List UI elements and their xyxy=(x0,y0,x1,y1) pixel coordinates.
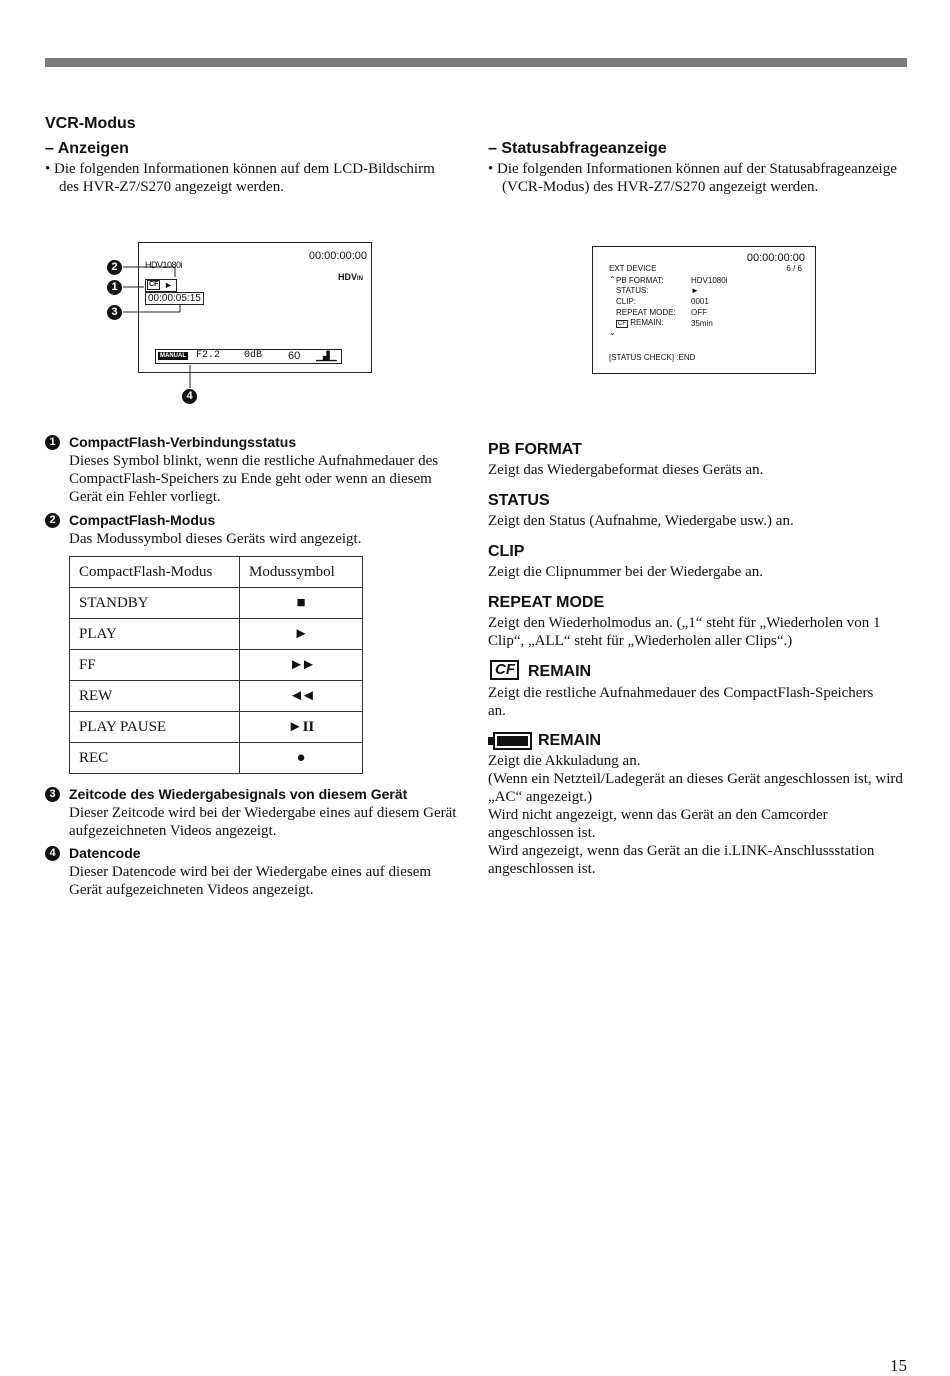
status-row-value: ► xyxy=(691,286,699,295)
scroll-down-icon: ⌄ xyxy=(609,328,616,337)
manual-badge: MANUAL xyxy=(160,353,186,359)
lcd-cf-timecode: 00:00:05:15 xyxy=(145,292,204,305)
cf-card-icon: CF xyxy=(149,281,159,288)
item-text: Dieser Datencode wird bei der Wiedergabe eines auf diesem Gerät aufgezeichneten Videos angezeigt. xyxy=(69,864,432,898)
status-page: 6 / 6 xyxy=(786,264,802,273)
right-bullet: • Die folgenden Informationen können auf der Statusabfrageanzeige (VCR-Modus) des HVR-Z7/S270 angezeigt werden. xyxy=(488,161,897,195)
status-check-illustration xyxy=(592,246,816,374)
mode-name: PLAY PAUSE xyxy=(70,712,240,743)
mode-table xyxy=(69,556,363,774)
status-row-label: PB FORMAT: xyxy=(616,276,664,285)
stop-icon: ■ xyxy=(240,588,363,619)
status-remain-row: CF REMAIN: xyxy=(618,318,664,327)
item-text: Das Modussymbol dieses Geräts wird angezeigt. xyxy=(69,531,362,547)
status-timecode: 00:00:00:00 xyxy=(746,252,805,264)
pb-format-title: PB FORMAT xyxy=(488,441,582,458)
item-number: 4 xyxy=(45,846,60,861)
status-row-value: OFF xyxy=(691,308,707,317)
table-row xyxy=(70,588,363,619)
mode-name: REC xyxy=(70,743,240,774)
item-number: 1 xyxy=(45,435,60,450)
callout-1: 1 xyxy=(107,280,122,295)
repeat-mode-title: REPEAT MODE xyxy=(488,594,605,611)
left-heading: – Anzeigen xyxy=(45,140,129,157)
remain-cf-text: Zeigt die restliche Aufnahmedauer des CompactFlash-Speichers an. xyxy=(488,685,874,719)
callout-lines xyxy=(100,255,210,400)
battery-icon xyxy=(488,732,532,750)
left-bullet: • Die folgenden Informationen können auf dem LCD-Bildschirm des HVR-Z7/S270 angezeigt werden. xyxy=(45,161,435,195)
remain-battery-title: REMAIN xyxy=(538,732,602,749)
remain-cf-title: REMAIN xyxy=(528,663,592,680)
mode-name: STANDBY xyxy=(70,588,240,619)
section-title: VCR-Modus xyxy=(45,115,136,132)
right-heading: – Statusabfrageanzeige xyxy=(488,140,667,157)
play-icon: ► xyxy=(240,619,363,650)
item-title: CompactFlash-Modus xyxy=(69,512,216,528)
status-text: Zeigt den Status (Aufnahme, Wiedergabe usw.) an. xyxy=(488,513,794,529)
fast-forward-icon: ►► xyxy=(240,650,363,681)
lcd-timecode: 00:00:00:00 xyxy=(308,250,367,262)
status-row-label: CLIP: xyxy=(616,297,637,306)
cf-card-icon: CF xyxy=(618,321,626,327)
scroll-up-icon: ⌃ xyxy=(609,275,616,284)
table-header: Modussymbol xyxy=(240,557,363,588)
table-row xyxy=(70,743,363,774)
callout-2: 2 xyxy=(107,260,122,275)
table-row xyxy=(70,681,363,712)
status-row-label: STATUS: xyxy=(616,286,649,295)
rewind-icon: ◄◄ xyxy=(240,681,363,712)
item-title: Zeitcode des Wiedergabesignals von diesem Gerät xyxy=(69,786,408,802)
status-row-value: HDV1080i xyxy=(691,276,728,285)
play-pause-icon: ►II xyxy=(240,712,363,743)
status-row-label: REPEAT MODE: xyxy=(616,308,676,317)
callout-4: 4 xyxy=(182,389,197,404)
status-row-value: 0001 xyxy=(691,297,709,306)
table-row xyxy=(70,619,363,650)
record-icon: ● xyxy=(240,743,363,774)
lcd-gain: 0dB xyxy=(244,350,263,361)
page-number: 15 xyxy=(890,1356,907,1375)
item-number: 2 xyxy=(45,513,60,528)
lcd-fnum: F2.2 xyxy=(196,350,221,361)
header-bar xyxy=(45,58,907,67)
status-row-value: 35min xyxy=(691,319,713,328)
table-row xyxy=(70,650,363,681)
clip-text: Zeigt die Clipnummer bei der Wiedergabe an. xyxy=(488,564,764,580)
play-icon: ► xyxy=(164,280,173,290)
callout-3: 3 xyxy=(107,305,122,320)
lcd-format: HDV1080i xyxy=(145,260,183,270)
status-footer: [STATUS CHECK] :END xyxy=(609,353,696,362)
item-number: 3 xyxy=(45,787,60,802)
mode-name: FF xyxy=(70,650,240,681)
repeat-mode-text: Zeigt den Wiederholmodus an. („1“ steht für „Wiederholen von 1 Clip“, „ALL“ steht für „Wiederholen aller Clips“.) xyxy=(488,615,881,649)
item-text: Dieses Symbol blinkt, wenn die restliche Aufnahmedauer des CompactFlash-Speichers zu Ende geht oder wenn an diesem Gerät ein Fehler vorliegt. xyxy=(69,453,439,505)
table-row xyxy=(70,712,363,743)
status-title: STATUS xyxy=(488,492,550,509)
remain-battery-text: Zeigt die Akkuladung an. (Wenn ein Netzteil/Ladegerät an dieses Gerät angeschlossen ist, wird „AC“ angezeigt.) Wird nicht angezeigt, wenn das Gerät an den Camcorder angeschlossen ist. Wird angezeigt, wenn das Gerät an die i.LINK-Anschlussstation angeschlossen ist. xyxy=(488,753,903,877)
lcd-hdv-in: HDVIN xyxy=(337,272,363,282)
table-header: CompactFlash-Modus xyxy=(70,557,240,588)
item-text: Dieser Zeitcode wird bei der Wiedergabe eines auf diesem Gerät aufgezeichneten Videos angezeigt. xyxy=(69,805,457,839)
lcd-shutter: 60 xyxy=(288,350,301,362)
cf-card-icon: CF xyxy=(490,660,519,680)
item-title: Datencode xyxy=(69,845,141,861)
status-device: EXT DEVICE xyxy=(609,264,657,273)
white-balance-icon: ▁▟▁ xyxy=(316,351,337,361)
mode-name: PLAY xyxy=(70,619,240,650)
mode-name: REW xyxy=(70,681,240,712)
clip-title: CLIP xyxy=(488,543,525,560)
pb-format-text: Zeigt das Wiedergabeformat dieses Geräts an. xyxy=(488,462,764,478)
item-title: CompactFlash-Verbindungsstatus xyxy=(69,434,297,450)
